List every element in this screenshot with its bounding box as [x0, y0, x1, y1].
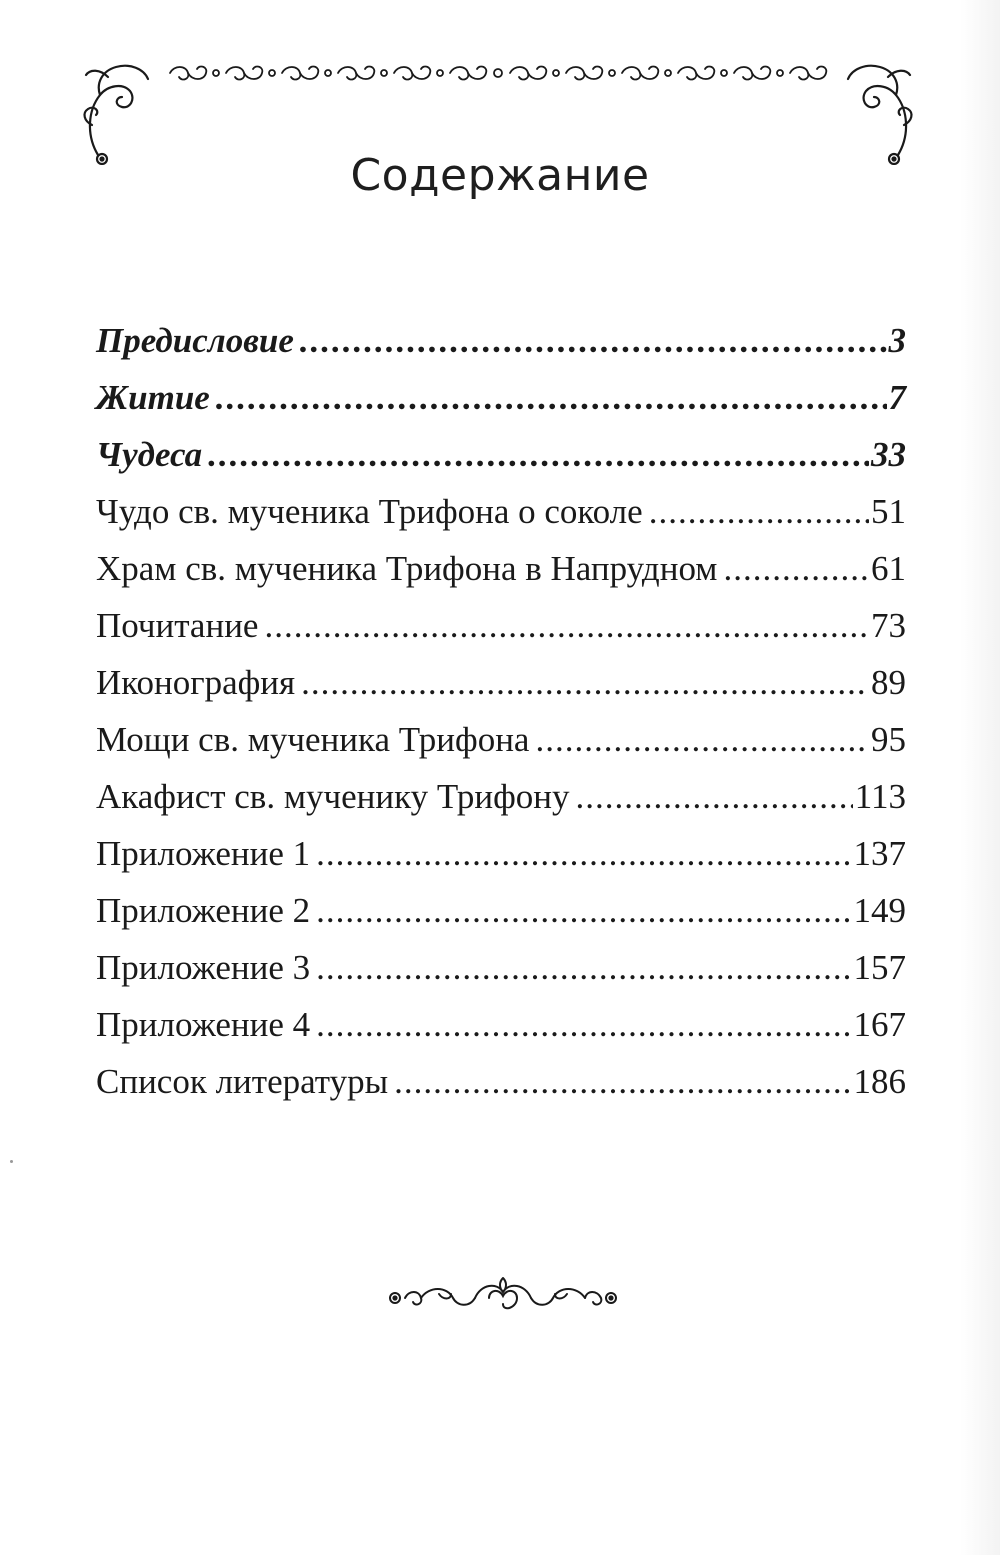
- toc-entry-label: Акафист св. мученику Трифону: [96, 777, 570, 816]
- toc-entry-label: Чудо св. мученика Трифона о соколе: [96, 492, 643, 531]
- toc-entry-label: Приложение 3: [96, 948, 311, 987]
- toc-entry-page-number: 7: [888, 378, 906, 417]
- toc-leader-dots: [576, 768, 853, 825]
- toc-leader-dots: [535, 711, 869, 768]
- toc-leader-dots: [394, 1053, 851, 1110]
- toc-entry-page-number: 33: [871, 435, 906, 474]
- toc-entry: [96, 882, 906, 939]
- toc-entry-label: Храм св. мученика Трифона в Напрудном: [96, 549, 718, 588]
- toc-entry-page-number: 95: [871, 720, 906, 759]
- toc-entry: [96, 711, 906, 768]
- toc-entry-label: Приложение 1: [96, 834, 311, 873]
- toc-leader-dots: [216, 369, 887, 426]
- toc-entry: [96, 369, 906, 426]
- table-of-contents: [96, 312, 906, 1110]
- top-border-ornament-icon: [78, 55, 918, 165]
- page-title: Содержание: [350, 150, 650, 201]
- toc-entry-label: Иконография: [96, 663, 296, 702]
- toc-leader-dots: [316, 825, 851, 882]
- toc-entry: [96, 540, 906, 597]
- toc-entry-page-number: 3: [888, 321, 906, 360]
- toc-entry-page-number: 149: [853, 891, 906, 930]
- toc-leader-dots: [300, 312, 887, 369]
- toc-entry-label: Приложение 2: [96, 891, 311, 930]
- toc-entry-page-number: 73: [871, 606, 906, 645]
- toc-entry: [96, 768, 906, 825]
- toc-entry: [96, 597, 906, 654]
- toc-leader-dots: [316, 882, 851, 939]
- print-speck: [10, 1160, 13, 1163]
- toc-entry-label: Список литературы: [96, 1062, 389, 1101]
- toc-leader-dots: [723, 540, 869, 597]
- toc-entry-label: Предисловие: [96, 321, 294, 360]
- toc-entry: [96, 996, 906, 1053]
- toc-leader-dots: [316, 996, 851, 1053]
- toc-leader-dots: [316, 939, 851, 996]
- toc-entry-page-number: 89: [871, 663, 906, 702]
- toc-entry-label: Почитание: [96, 606, 259, 645]
- toc-entry: [96, 312, 906, 369]
- toc-entry: [96, 939, 906, 996]
- page-edge-shadow: [960, 0, 1000, 1555]
- toc-entry-page-number: 113: [854, 777, 906, 816]
- bottom-vignette-ornament-icon: [385, 1268, 621, 1328]
- toc-entry: [96, 825, 906, 882]
- toc-entry-label: Приложение 4: [96, 1005, 311, 1044]
- toc-leader-dots: [264, 597, 869, 654]
- toc-entry-label: Мощи св. мученика Трифона: [96, 720, 530, 759]
- toc-entry-page-number: 186: [853, 1062, 906, 1101]
- toc-entry: [96, 654, 906, 711]
- toc-entry-page-number: 137: [853, 834, 906, 873]
- toc-entry-label: Житие: [96, 378, 210, 417]
- toc-entry-label: Чудеса: [96, 435, 203, 474]
- toc-leader-dots: [301, 654, 869, 711]
- toc-entry-page-number: 157: [853, 948, 906, 987]
- toc-entry-page-number: 167: [853, 1005, 906, 1044]
- toc-entry-page-number: 61: [871, 549, 906, 588]
- toc-entry: [96, 426, 906, 483]
- toc-entry: [96, 483, 906, 540]
- toc-leader-dots: [649, 483, 869, 540]
- toc-entry-page-number: 51: [871, 492, 906, 531]
- toc-entry: [96, 1053, 906, 1110]
- toc-leader-dots: [208, 426, 869, 483]
